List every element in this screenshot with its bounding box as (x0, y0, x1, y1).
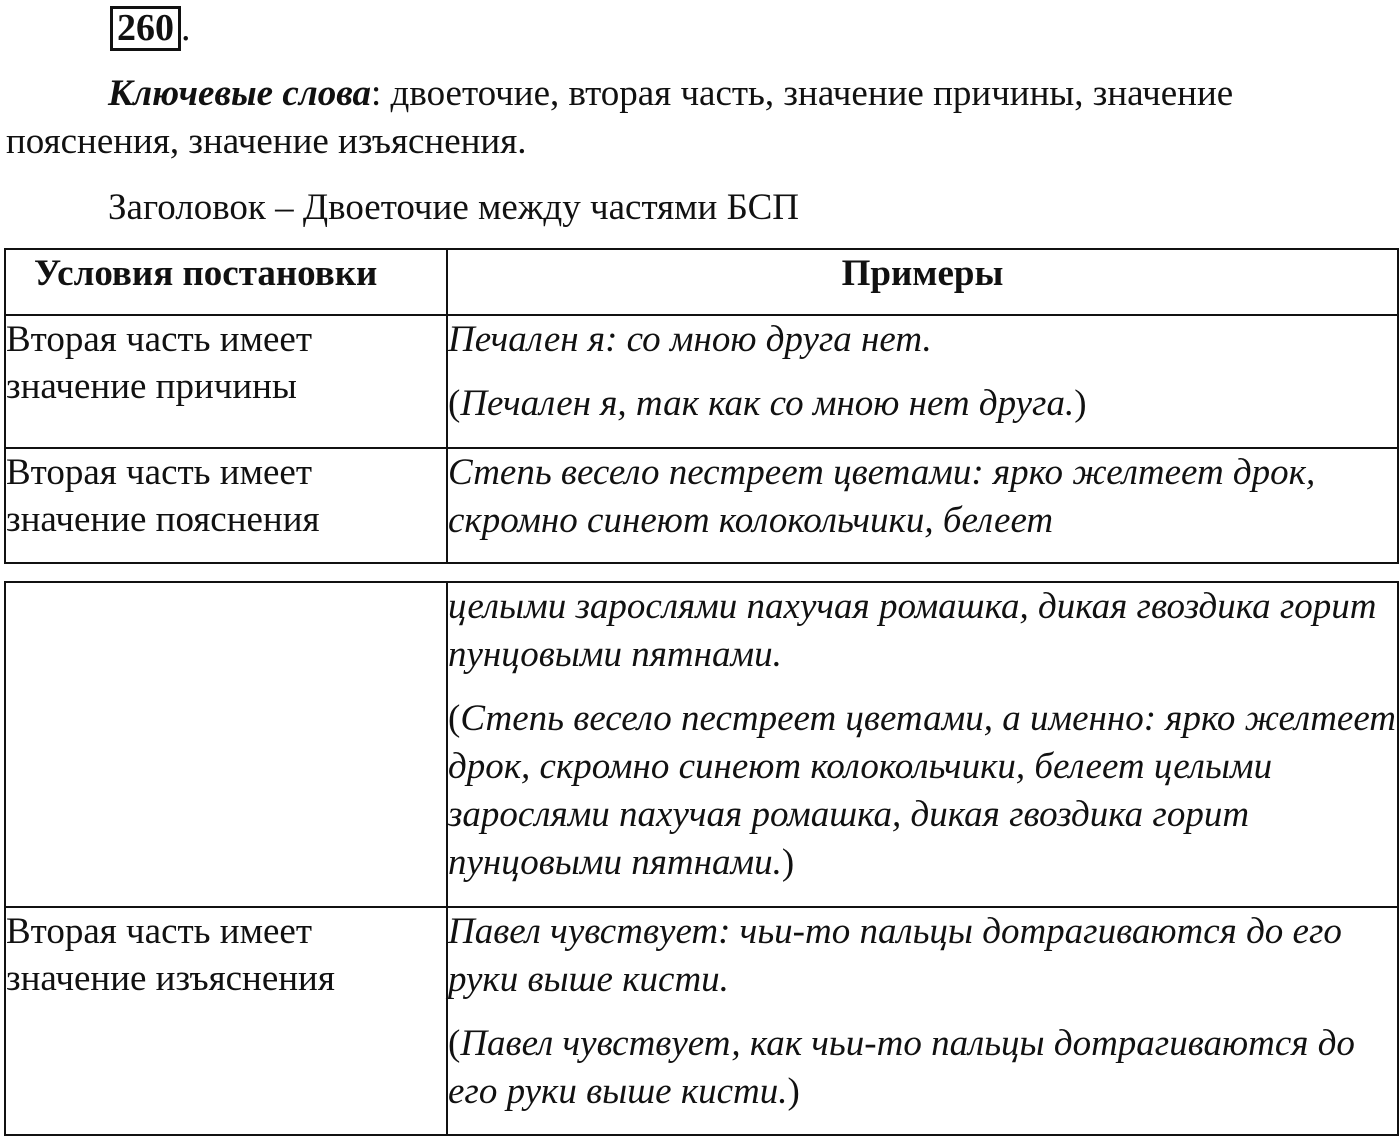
task-number (110, 6, 191, 51)
condition-cell-empty (5, 582, 447, 907)
header-examples: Примеры (447, 249, 1398, 315)
paraphrase-body: Печален я, так как со мною нет друга. (460, 383, 1075, 424)
task-number-box: 260 (110, 6, 181, 51)
rules-table-part1 (4, 248, 1399, 564)
condition-cell: Вторая часть имеет значение пояснения (5, 448, 447, 563)
table-row (5, 582, 1398, 907)
example-text: Павел чувствует: чьи-то пальцы дотрагиваются до его руки выше кисти. (448, 911, 1342, 1000)
condition-cell: Вторая часть имеет значение изъяснения (5, 907, 447, 1135)
task-number-dot: . (181, 7, 191, 49)
example-text: Степь весело пестреет цветами: ярко желтеет дрок, скромно синеют колокольчики, белеет (448, 452, 1316, 541)
paraphrase-text: (Павел чувствует, как чьи-то пальцы дотрагиваются до его руки выше кисти.) (448, 1023, 1355, 1112)
paraphrase-body: Степь весело пестреет цветами, а именно: ярко желтеет дрок, скромно синеют колокольчики, белеет целыми зарослями пахучая ромашка, дикая гвоздика горит пунцовыми пятнами. (448, 698, 1396, 883)
example-text: Печален я: со мною друга нет. (448, 319, 932, 360)
heading-line: Заголовок – Двоеточие между частями БСП (108, 187, 800, 228)
example-cell (447, 315, 1398, 448)
condition-cell: Вторая часть имеет значение причины (5, 315, 447, 448)
keywords-text: : двоеточие, вторая часть, значение причины, значение пояснения, значение изъяснения. (6, 73, 1234, 162)
table-row (5, 315, 1398, 448)
example-cell (447, 907, 1398, 1135)
header-conditions: Условия постановки (5, 249, 447, 315)
rules-table-part2 (4, 581, 1399, 1136)
paraphrase-body: Павел чувствует, как чьи-то пальцы дотрагиваются до его руки выше кисти. (448, 1023, 1355, 1112)
table-row (5, 907, 1398, 1135)
example-cell (447, 582, 1398, 907)
table-header-row (5, 249, 1398, 315)
paraphrase-text: (Печален я, так как со мною нет друга.) (448, 383, 1087, 424)
keywords-label: Ключевые слова (108, 73, 372, 114)
keywords-paragraph (6, 70, 1396, 166)
example-cell (447, 448, 1398, 563)
example-text: целыми зарослями пахучая ромашка, дикая гвоздика горит пунцовыми пятнами. (448, 586, 1377, 675)
table-row (5, 448, 1398, 563)
paraphrase-text: (Степь весело пестреет цветами, а именно: ярко желтеет дрок, скромно синеют колокольчики, белеет целыми зарослями пахучая ромашка, дикая гвоздика горит пунцовыми пятнами.) (448, 698, 1396, 883)
